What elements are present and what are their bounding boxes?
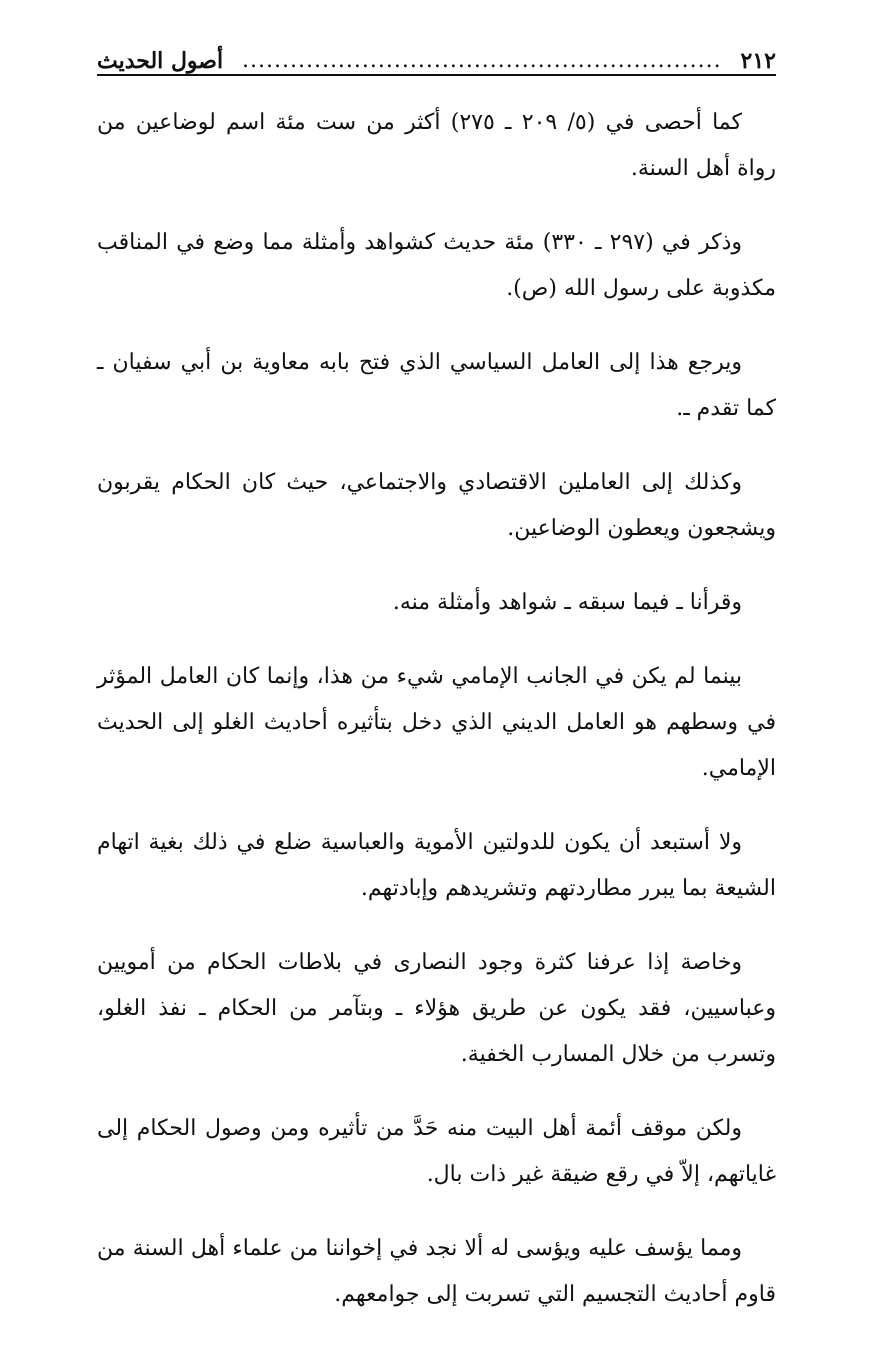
paragraph: وكذلك إلى العاملين الاقتصادي والاجتماعي، حيث كان الحكام يقربون ويشجعون ويعطون الوضاعين. (97, 470, 776, 541)
paragraph: ويرجع هذا إلى العامل السياسي الذي فتح بابه معاوية بن أبي سفيان ـ كما تقدم ـ. (97, 350, 776, 421)
paragraph: كما أحصى في (٥/ ٢٠٩ ـ ٢٧٥) أكثر من ست مئة اسم لوضاعين من رواة أهل السنة. (97, 110, 776, 181)
header-leader-dots: ............................................................ (242, 48, 722, 73)
paragraph: وقرأنا ـ فيما سبقه ـ شواهد وأمثلة منه. (392, 590, 742, 615)
paragraph: ومما يؤسف عليه ويؤسى له ألا نجد في إخواننا من علماء أهل السنة من قاوم أحاديث التجسيم التي تسربت إلى جوامعهم. (97, 1236, 776, 1307)
paragraph: ولا أستبعد أن يكون للدولتين الأموية والعباسية ضلع في ذلك بغية اتهام الشيعة بما يبرر مطاردتهم وتشريدهم وإبادتهم. (97, 830, 776, 901)
paragraph: بينما لم يكن في الجانب الإمامي شيء من هذا، وإنما كان العامل المؤثر في وسطهم هو العامل الديني الذي دخل بتأثيره أحاديث الغلو إلى الحديث الإمامي. (97, 664, 776, 781)
paragraph: ولكن موقف أئمة أهل البيت منه حَدَّ من تأثيره ومن وصول الحكام إلى غاياتهم، إلاّ في رقع ضيقة غير ذات بال. (97, 1116, 776, 1187)
main-text (97, 100, 776, 1346)
running-header (97, 36, 776, 76)
book-title: أصول الحديث (97, 48, 224, 74)
paragraph: وخاصة إذا عرفنا كثرة وجود النصارى في بلاطات الحكام من أمويين وعباسيين، فقد يكون عن طريق هؤلاء ـ وبتآمر من الحكام ـ نفذ الغلو، وتسرب من خلال المسارب الخفية. (97, 950, 776, 1067)
header-rule (97, 74, 776, 76)
page-number: ٢١٢ (740, 48, 776, 74)
paragraph: وذكر في (٢٩٧ ـ ٣٣٠) مئة حديث كشواهد وأمثلة مما وضع في المناقب مكذوبة على رسول الله (ص). (97, 230, 776, 301)
